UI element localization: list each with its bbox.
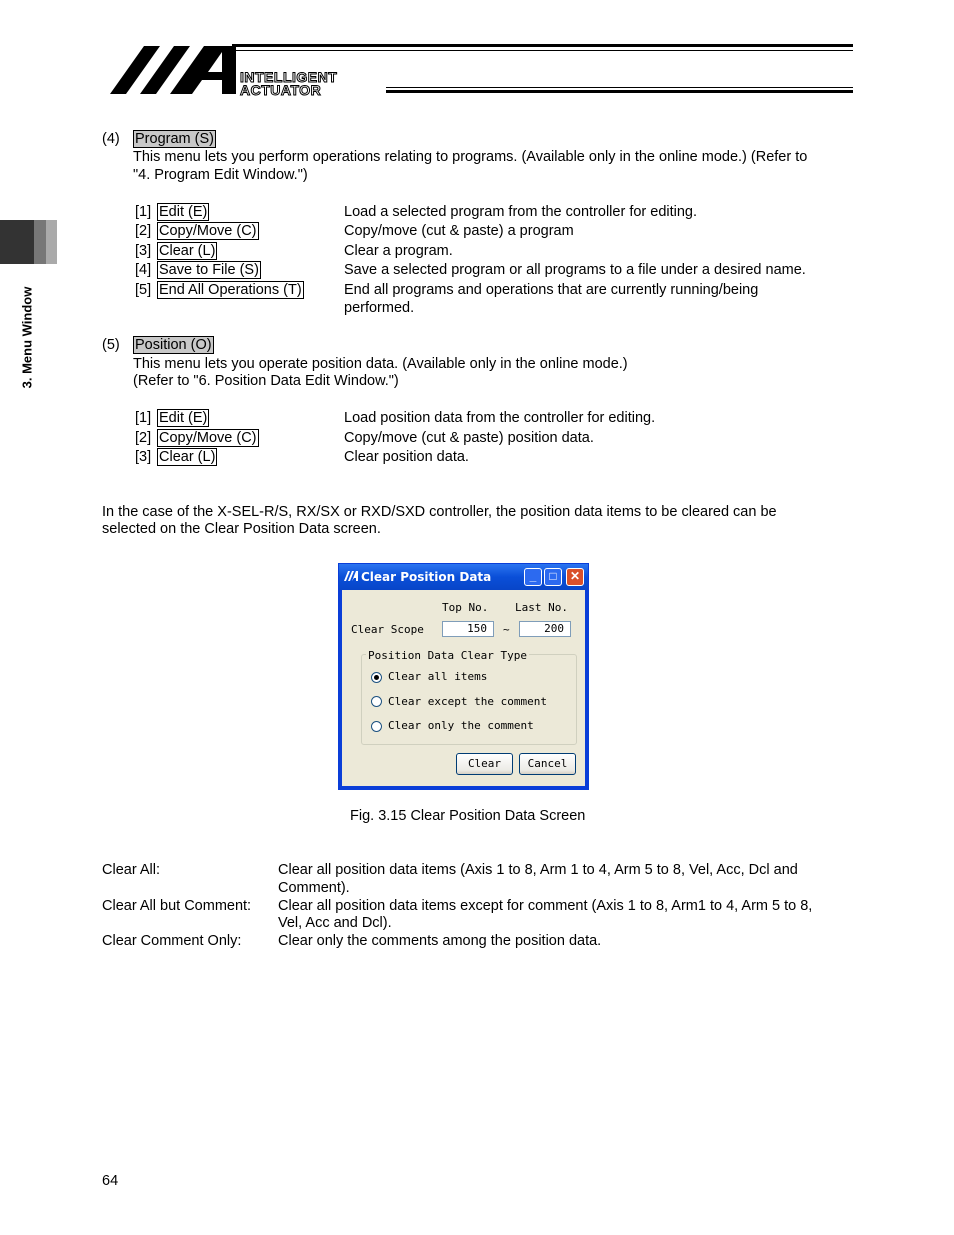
dialog-title: Clear Position Data xyxy=(361,570,492,584)
section-title-position: Position (O) xyxy=(135,337,212,353)
clear-position-data-dialog xyxy=(338,563,589,790)
menu-item-copy-move: Copy/Move (C) xyxy=(159,430,257,446)
option-label: Clear all items xyxy=(388,670,488,683)
menu-item-clear: Clear (L) xyxy=(159,449,216,465)
cancel-button[interactable]: Cancel xyxy=(519,753,576,775)
definition-desc: Clear only the comments among the position data. xyxy=(278,933,602,949)
side-tab-block xyxy=(0,220,34,264)
option-label: Clear except the comment xyxy=(388,695,547,708)
item-number: [3] xyxy=(135,243,152,259)
page-number: 64 xyxy=(102,1173,119,1189)
minimize-button[interactable]: _ xyxy=(524,568,542,586)
groupbox-title: Position Data Clear Type xyxy=(368,649,527,662)
paragraph-line: In the case of the X-SEL-R/S, RX/SX or RXD/SXD controller, the position data items to be cleared can be xyxy=(102,504,777,520)
item-number: [4] xyxy=(135,262,152,278)
definition-desc: Clear all position data items except for comment (Axis 1 to 8, Arm1 to 4, Arm 5 to 8, xyxy=(278,898,813,914)
definition-desc: Vel, Acc and Dcl). xyxy=(278,915,392,931)
app-logo-icon xyxy=(344,571,358,581)
side-tab-block xyxy=(46,220,57,264)
item-number: [3] xyxy=(135,449,152,465)
item-desc: Copy/move (cut & paste) position data. xyxy=(344,430,594,446)
item-desc: Clear position data. xyxy=(344,449,469,465)
item-desc: Copy/move (cut & paste) a program xyxy=(344,223,574,239)
radio-clear-except-comment[interactable] xyxy=(371,696,382,707)
section-desc: (Refer to "6. Position Data Edit Window.") xyxy=(133,373,399,389)
menu-item-edit: Edit (E) xyxy=(159,204,208,220)
definition-term: Clear Comment Only: xyxy=(102,933,242,949)
dialog-body xyxy=(342,590,585,786)
last-no-label: Last No. xyxy=(515,601,568,614)
definition-term: Clear All but Comment: xyxy=(102,898,252,914)
definition-desc: Clear all position data items (Axis 1 to 8, Arm 1 to 4, Arm 5 to 8, Vel, Acc, Dcl and xyxy=(278,862,798,878)
paragraph-line: selected on the Clear Position Data screen. xyxy=(102,521,381,537)
clear-scope-label: Clear Scope xyxy=(351,623,424,636)
item-desc: End all programs and operations that are currently running/being xyxy=(344,282,759,298)
section-desc: This menu lets you perform operations relating to programs. (Available only in the online mode.) (Refer to xyxy=(133,149,808,165)
top-no-label: Top No. xyxy=(442,601,489,614)
menu-item-end-all-operations: End All Operations (T) xyxy=(159,282,302,298)
top-no-input[interactable]: 150 xyxy=(442,621,494,637)
section-desc: This menu lets you operate position data. (Available only in the online mode.) xyxy=(133,356,628,372)
menu-item-clear: Clear (L) xyxy=(159,243,216,259)
item-number: [2] xyxy=(135,223,152,239)
figure-caption: Fig. 3.15 Clear Position Data Screen xyxy=(350,808,586,824)
item-desc: Clear a program. xyxy=(344,243,453,259)
item-number: [5] xyxy=(135,282,152,298)
option-label: Clear only the comment xyxy=(388,719,534,732)
section-title-program: Program (S) xyxy=(135,131,214,147)
close-button[interactable]: ✕ xyxy=(566,568,584,586)
menu-item-save-to-file: Save to File (S) xyxy=(159,262,259,278)
menu-item-edit: Edit (E) xyxy=(159,410,208,426)
item-desc: Load position data from the controller for editing. xyxy=(344,410,656,426)
side-tab-block xyxy=(34,220,46,264)
section-desc: "4. Program Edit Window.") xyxy=(133,167,308,183)
dialog-titlebar xyxy=(339,564,588,590)
item-desc: performed. xyxy=(344,300,415,316)
maximize-button[interactable]: □ xyxy=(544,568,562,586)
last-no-input[interactable]: 200 xyxy=(519,621,571,637)
logo-text-line1: INTELLIGENT xyxy=(240,69,338,85)
menu-item-copy-move: Copy/Move (C) xyxy=(159,223,257,239)
section-number: (5) xyxy=(102,337,120,353)
logo-mark-icon xyxy=(110,44,236,96)
side-tab-label: 3. Menu Window xyxy=(19,286,35,389)
radio-clear-only-comment[interactable] xyxy=(371,721,382,732)
item-number: [1] xyxy=(135,410,152,426)
definition-term: Clear All: xyxy=(102,862,161,878)
definition-desc: Comment). xyxy=(278,880,350,896)
logo-text-line2: ACTUATOR xyxy=(240,82,322,98)
radio-clear-all-items[interactable] xyxy=(371,672,382,683)
range-separator: ~ xyxy=(503,623,510,636)
section-number: (4) xyxy=(102,131,120,147)
item-number: [2] xyxy=(135,430,152,446)
item-desc: Save a selected program or all programs to a file under a desired name. xyxy=(344,262,806,278)
item-desc: Load a selected program from the controller for editing. xyxy=(344,204,698,220)
item-number: [1] xyxy=(135,204,152,220)
clear-button[interactable]: Clear xyxy=(456,753,513,775)
